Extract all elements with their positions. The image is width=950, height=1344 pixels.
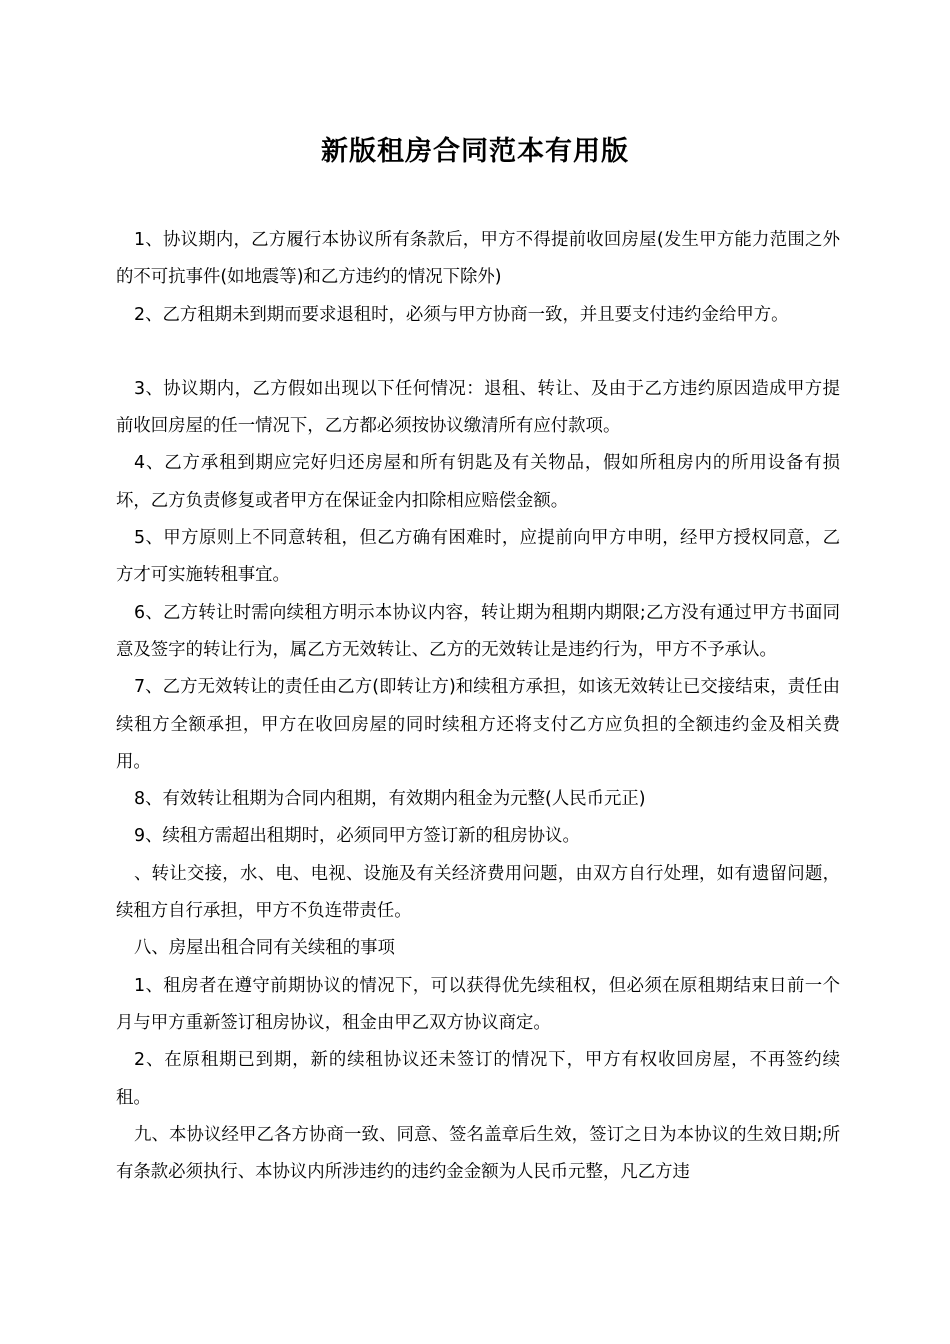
paragraph-1: 1、协议期内，乙方履行本协议所有条款后，甲方不得提前收回房屋(发生甲方能力范围之外的不可抗事件(如地震等)和乙方违约的情况下除外) <box>116 230 840 288</box>
section-9-paragraph: 九、本协议经甲乙各方协商一致、同意、签名盖章后生效，签订之日为本协议的生效日期;所有条款必须执行、本协议内所涉违约的违约金金额为人民币元整，凡乙方违 <box>116 1124 840 1183</box>
paragraph-6: 6、乙方转让时需向续租方明示本协议内容，转让期为租期内期限;乙方没有通过甲方书面同意及签字的转让行为，属乙方无效转让、乙方的无效转让是违约行为，甲方不予承认。 <box>116 602 840 660</box>
document-body <box>116 222 840 1191</box>
paragraph-7: 7、乙方无效转让的责任由乙方(即转让方)和续租方承担，如该无效转让已交接结束，责任由续租方全额承担，甲方在收回房屋的同时续租方还将支付乙方应负担的全额违约金及相关费用。 <box>116 677 840 772</box>
paragraph-12: 2、在原租期已到期，新的续租协议还未签订的情况下，甲方有权收回房屋，不再签约续租。 <box>116 1050 840 1108</box>
paragraph-5: 5、甲方原则上不同意转租，但乙方确有困难时，应提前向甲方申明，经甲方授权同意，乙方才可实施转租事宜。 <box>116 528 840 586</box>
paragraph-9: 9、续租方需超出租期时，必须同甲方签订新的租房协议。 <box>134 826 580 847</box>
paragraph-3: 3、协议期内，乙方假如出现以下任何情况：退租、转让、及由于乙方违约原因造成甲方提前收回房屋的任一情况下，乙方都必须按协议缴清所有应付款项。 <box>116 378 840 437</box>
section-heading-8: 八、房屋出租合同有关续租的事项 <box>134 938 395 959</box>
paragraph-4: 4、乙方承租到期应完好归还房屋和所有钥匙及有关物品，假如所租房内的所用设备有损坏，乙方负责修复或者甲方在保证金内扣除相应赔偿金额。 <box>116 453 840 511</box>
paragraph-2: 2、乙方租期未到期而要求退租时，必须与甲方协商一致，并且要支付违约金给甲方。 <box>134 304 789 325</box>
paragraph-8: 8、有效转让租期为合同内租期，有效期内租金为元整(人民币元正) <box>134 789 646 810</box>
paragraph-gap <box>116 334 840 371</box>
paragraph-10: 、转让交接，水、电、电视、设施及有关经济费用问题，由双方自行处理，如有遗留问题，续租方自行承担，甲方不负连带责任。 <box>116 863 840 922</box>
document-title: 新版租房合同范本有用版 <box>321 136 629 167</box>
paragraph-11: 1、租房者在遵守前期协议的情况下，可以获得优先续租权，但必须在原租期结束日前一个月与甲方重新签订租房协议，租金由甲乙双方协议商定。 <box>116 975 840 1033</box>
